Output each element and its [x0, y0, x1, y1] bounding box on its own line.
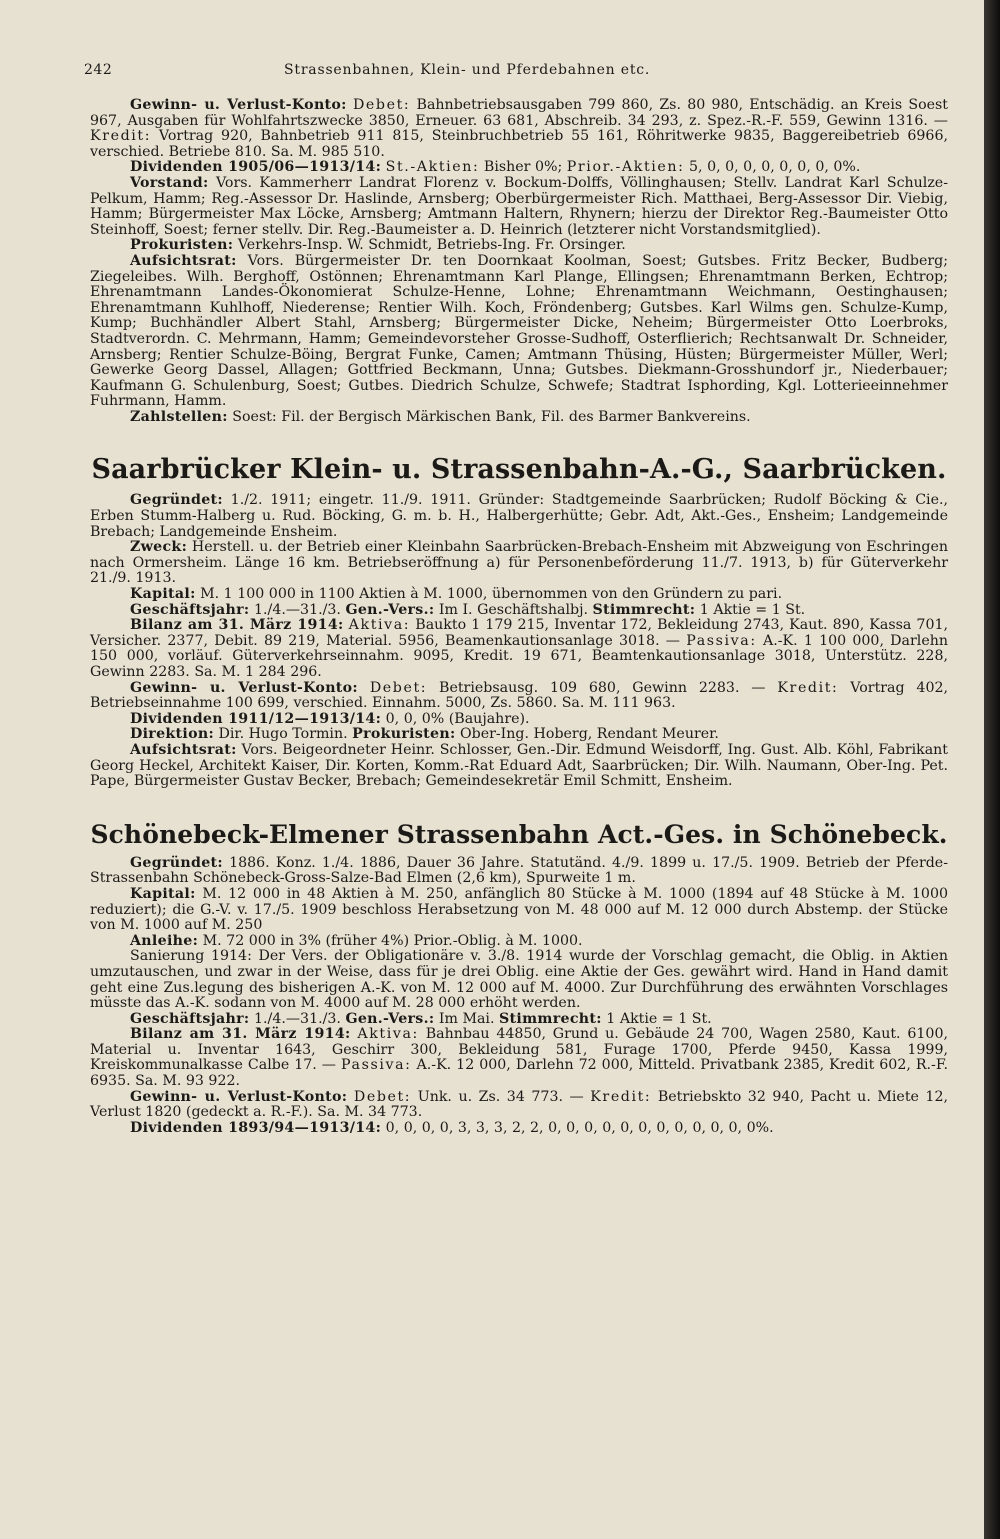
fiscal-year: Geschäftsjahr: 1./4.—31./3. Gen.-Vers.: Im Mai. Stimmrecht: 1 Aktie = 1 St. — [130, 1010, 712, 1027]
bond: Anleihe: M. 72 000 in 3% (früher 4%) Prior.-Oblig. à M. 1000. — [130, 932, 583, 949]
page-content — [90, 98, 948, 1136]
restructuring: Sanierung 1914: Der Vers. der Obligationäre v. 3./8. 1914 wurde der Vorschlag gemacht, die Oblig. in Aktien umzutauschen, und zwar in der Weise, dass für je drei Oblig. eine Aktie der Ges. gewährt wird. Hand in Hand damit geht eine Zus.legung des bisherigen A.-K. von M. 12 000 auf M. 4000. Zur Durchführung des erwähnten Vorschlages müsste das A.-K. sodann von M. 4000 auf M. 28 000 erhöht werden. — [90, 948, 948, 1012]
dividends: Dividenden 1911/12—1913/14: 0, 0, 0% (Baujahre). — [130, 710, 530, 727]
page-edge-shadow — [984, 0, 1000, 1539]
supervisory-board: Aufsichtsrat: Vors. Bürgermeister Dr. ten Doornkaat Koolman, Soest; Gutsbes. Fritz Becker, Budberg; Ziegeleibes. Wilh. Berghoff, Ostönnen; Ehrenamtmann Karl Plange, Ellingsen; Ehrenamtmann Berken, Echtrop; Ehrenamtmann Landes-Ökonomierat Schulze-Henne, Lohne; Ehrenamtmann Weichmann, Oestinghausen; Ehrenamtmann Kuhlhoff, Niederense; Rentier Wilh. Koch, Fröndenberg; Gutsbes. Karl Wilms gen. Schulze-Kump, Kump; Buchhändler Albert Stahl, Arnsberg; Bürgermeister Dicke, Neheim; Bürgermeister Otto Loerbroks, Stadtverordn. C. Mehrmann, Hamm; Gemeindevorsteher Grosse-Sudhoff, Osterflierich; Rechtsanwalt Dr. Schneider, Arnsberg; Rentier Schulze-Böing, Bergrat Funke, Camen; Amtmann Thüsing, Hüsten; Bürgermeister Müller, Werl; Gewerke Georg Dassel, Allagen; Gottfried Beckmann, Unna; Gutsbes. Diekmann-Grosshundorf jr., Niederbauer; Kaufmann G. Schulenburg, Soest; Gutbes. Diedrich Schulze, Schwefe; Stadtrat Isphording, Kgl. Lotterieeinnehmer Fuhrmann, Hamm. — [90, 252, 948, 410]
capital: Kapital: M. 1 100 000 in 1100 Aktien à M. 1000, übernommen von den Gründern zu pari. — [130, 586, 783, 603]
management: Direktion: Dir. Hugo Tormin. Prokuristen: Ober-Ing. Hoberg, Rendant Meurer. — [130, 726, 719, 743]
supervisory-board: Aufsichtsrat: Vors. Beigeordneter Heinr. Schlosser, Gen.-Dir. Edmund Weisdorff, Ing. Gust. Alb. Köhl, Fabrikant Georg Heckel, Architekt Kaiser, Dir. Korten, Komm.-Rat Eduard Adt, Saarbrücken; Dir. Wilh. Naumann, Ober-Ing. Pet. Pape, Bürgermeister Gustav Becker, Brebach; Gemeindesekretär Emil Schmitt, Ensheim. — [90, 741, 948, 790]
dividends: Dividenden 1905/06—1913/14: St.-Aktien: Bisher 0%; Prior.-Aktien: 5, 0, 0, 0, 0, 0, 0, 0, 0%. — [130, 159, 861, 176]
capital: Kapital: M. 12 000 in 48 Aktien à M. 250, anfänglich 80 Stücke à M. 1000 (1894 auf 48 Stücke à M. 1000 reduziert); die G.-V. v. 17./5. 1909 beschloss Herabsetzung von M. 48 000 auf M. 12 000 durch Abstemp. der Stücke von M. 1000 auf M. 250 — [90, 885, 948, 934]
purpose: Zweck: Herstell. u. der Betrieb einer Kleinbahn Saarbrücken-Brebach-Ensheim mit Abzweigung von Eschringen nach Ormersheim. Länge 16 km. Betriebseröffnung a) für Personenbeförderung 11./7. 1913, b) für Güterverkehr 21./9. 1913. — [90, 539, 948, 587]
profit-loss-account: Gewinn- u. Verlust-Konto: Debet: Unk. u. Zs. 34 773. — Kredit: Betriebskto 32 940, Pacht u. Miete 12, Verlust 1820 (gedeckt a. R.-F.). Sa. M. 34 773. — [90, 1088, 948, 1121]
running-title: Strassenbahnen, Klein- und Pferdebahnen etc. — [284, 62, 651, 78]
profit-loss-account: Gewinn- u. Verlust-Konto: Debet: Bahnbetriebsausgaben 799 860, Zs. 80 980, Entschädig. an Kreis Soest 967, Ausgaben für Wohlfahrtszwecke 3850, Erneuer. 63 681, Abschreib. 34 293, z. Spez.-R.-F. 559, Gewinn 1316. — Kredit: Vortrag 920, Bahnbetrieb 911 815, Steinbruchbetrieb 55 161, Röhritwerke 9835, Baggereibetrieb 6966, verschied. Betriebe 810. Sa. M. 985 510. — [90, 97, 949, 160]
company-heading-saarbruecker: Saarbrücker Klein- u. Strassenbahn-A.-G., Saarbrücken. — [91, 454, 947, 486]
balance-sheet: Bilanz am 31. März 1914: Aktiva: Bahnbau 44850, Grund u. Gebäude 24 700, Wagen 2580, Kaut. 6100, Material u. Inventar 1643, Geschirr 300, Bekleidung 581, Furage 1700, Pferde 9450, Kassa 1999, Kreiskommunalkasse Calbe 17. — Passiva: A.-K. 12 000, Darlehn 72 000, Mitteld. Privatbank 2385, Kredit 602, R.-F. 6935. Sa. M. 93 922. — [90, 1026, 948, 1090]
continued-section — [90, 98, 948, 425]
dividends: Dividenden 1893/94—1913/14: 0, 0, 0, 0, 3, 3, 3, 2, 2, 0, 0, 0, 0, 0, 0, 0, 0, 0, 0, 0, 0%. — [130, 1119, 774, 1136]
balance-sheet: Bilanz am 31. März 1914: Aktiva: Baukto 1 179 215, Inventar 172, Bekleidung 2743, Kaut. 890, Kassa 701, Versicher. 2377, Debit. 89 219, Material. 5956, Beamenkautionsanlage 3018. — Passiva: A.-K. 1 100 000, Darlehn 150 000, vorläuf. Güterverkehrseinnahm. 9095, Kredit. 19 671, Beamtenkautionsanlage 3018, Unterstütz. 228, Gewinn 2283. Sa. M. 1 284 296. — [90, 617, 949, 680]
authorized-officers: Prokuristen: Verkehrs-Insp. W. Schmidt, Betriebs-Ing. Fr. Orsinger. — [130, 237, 626, 254]
founded: Gegründet: 1886. Konz. 1./4. 1886, Dauer 36 Jahre. Statutänd. 4./9. 1899 u. 17./5. 1909. Betrieb der Pferde-Strassenbahn Schönebeck-Gross-Salze-Bad Elmen (2,6 km), Spurweite 1 m. — [90, 854, 948, 887]
company-entry-saarbruecker — [90, 493, 948, 789]
fiscal-year: Geschäftsjahr: 1./4.—31./3. Gen.-Vers.: Im I. Geschäftshalbj. Stimmrecht: 1 Aktie = 1 St. — [130, 601, 806, 618]
paying-agents: Zahlstellen: Soest: Fil. der Bergisch Märkischen Bank, Fil. des Barmer Bankvereins. — [130, 408, 751, 425]
company-entry-schoenebeck — [90, 856, 948, 1137]
profit-loss-account: Gewinn- u. Verlust-Konto: Debet: Betriebsausg. 109 680, Gewinn 2283. — Kredit: Vortrag 402, Betriebseinnahme 100 699, verschied. Einnahm. 5000, Zs. 5860. Sa. M. 111 963. — [90, 679, 949, 712]
founded: Gegründet: 1./2. 1911; eingetr. 11./9. 1911. Gründer: Stadtgemeinde Saarbrücken; Rudolf Böcking & Cie., Erben Stumm-Halberg u. Rud. Böcking, G. m. b. H., Halbergerhütte; Gebr. Adt, Akt.-Ges., Ensheim; Landgemeinde Brebach; Landgemeinde Ensheim. — [90, 492, 949, 540]
company-heading-schoenebeck: Schönebeck-Elmener Strassenbahn Act.-Ges. in Schönebeck. — [90, 819, 948, 849]
page-number: 242 — [84, 62, 113, 78]
board: Vorstand: Vors. Kammerherr Landrat Florenz v. Bockum-Dolffs, Völlinghausen; Stellv. Landrat Karl Schulze-Pelkum, Hamm; Reg.-Assessor Dr. Haslinde, Arnsberg; Oberbürgermeister Rich. Matthaei, Berg-Assessor Dir. Viebig, Hamm; Bürgermeister Max Löcke, Arnsberg; Amtmann Haltern, Rhynern; hierzu der Direktor Reg.-Baumeister Otto Steinhoff, Soest; ferner stellv. Dir. Reg.-Baumeister a. D. Heinrich (letzterer nicht Vorstandsmitglied). — [90, 174, 948, 238]
